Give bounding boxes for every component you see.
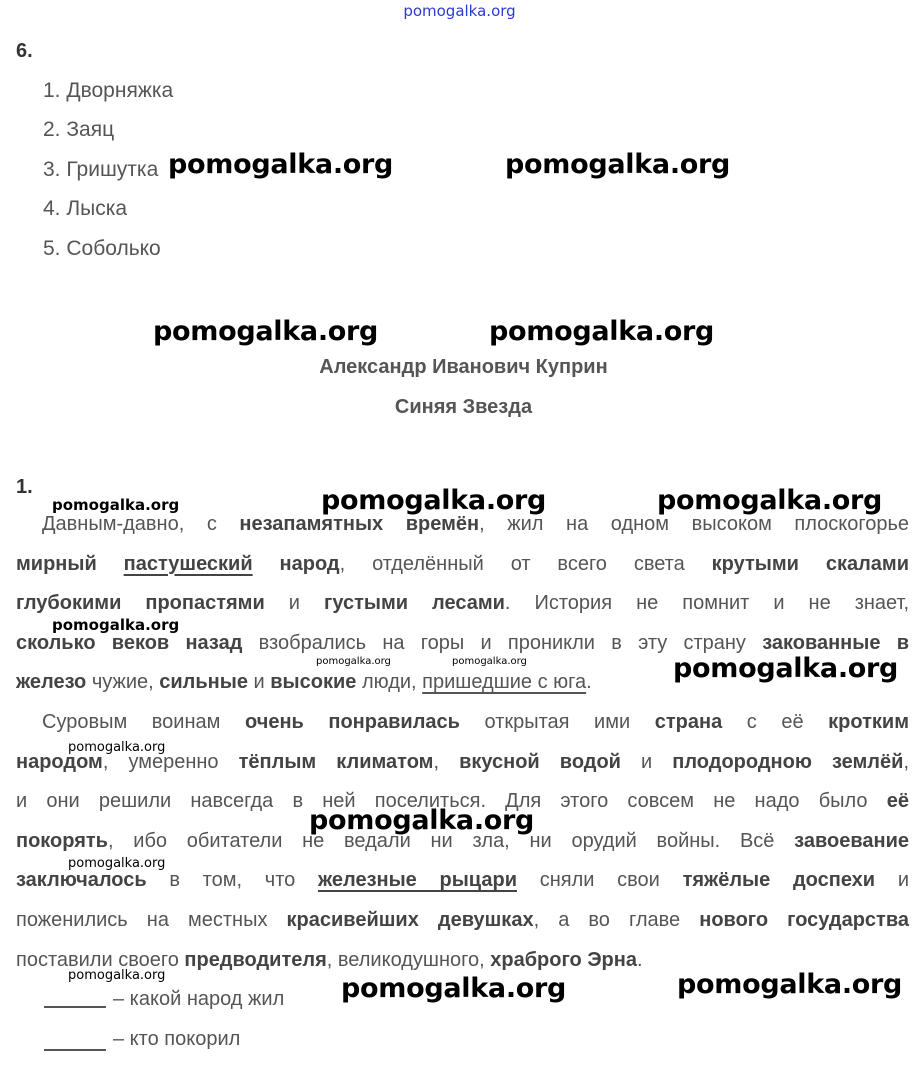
watermark: pomogalka.org	[52, 616, 180, 634]
story-text: Давным-давно, с незапамятных времён, жил на одном высоком плоскогорье мирный пастушеский народ, отделённый от всего света крутыми скалами глубокими пропастями и густыми лесами. История не помнит и не знает, сколько веков назад взобрались на горы и проникли в эту страну закованные в железо чужие, сильные и высокие люди, пришедшие с юга. Суровым воинам очень понравилась открытая ими страна с её кротким народом, умеренно тёплым климатом, вкусной водой и плодородною землёй, и они решили навсегда в ней поселиться. Для этого совсем не надо было её покорять, ибо обитатели не ведали ни зла, ни орудий войны. Всё завоевание заключалось в том, что железные рыцари сняли свои тяжёлые доспехи и поженились на местных красивейших девушках, а во главе нового государства поставили своего предводителя, великодушного, храброго Эрна.	[16, 513, 910, 971]
list-item: 3. Гришутка	[43, 158, 159, 181]
watermark: pomogalka.org	[68, 740, 166, 755]
answer-blank-1[interactable]	[44, 1006, 106, 1008]
watermark: pomogalka.org	[657, 485, 883, 516]
watermark: pomogalka.org	[341, 973, 567, 1004]
watermark: pomogalka.org	[168, 149, 394, 180]
watermark: pomogalka.org	[153, 316, 379, 347]
watermark: pomogalka.org	[316, 656, 391, 667]
task-6-number: 6.	[16, 40, 33, 62]
blank-prompt: – кто покорил	[113, 1028, 241, 1050]
watermark: pomogalka.org	[68, 856, 166, 871]
list-item: 4. Лыска	[43, 197, 128, 220]
list-item: 5. Соболько	[43, 237, 161, 260]
site-watermark-top: pomogalka.org	[403, 2, 516, 20]
watermark: pomogalka.org	[52, 496, 180, 514]
watermark: pomogalka.org	[452, 656, 527, 667]
watermark: pomogalka.org	[677, 969, 903, 1000]
watermark: pomogalka.org	[309, 805, 535, 836]
list-item: 2. Заяц	[43, 118, 115, 141]
watermark: pomogalka.org	[489, 316, 715, 347]
watermark: pomogalka.org	[321, 485, 547, 516]
task-1-number: 1.	[16, 476, 33, 498]
watermark: pomogalka.org	[68, 968, 166, 983]
blank-prompt: – какой народ жил	[113, 988, 285, 1010]
story-title: Синяя Звезда	[394, 396, 533, 418]
list-item: 1. Дворняжка	[43, 79, 174, 102]
answer-blank-2[interactable]	[44, 1049, 106, 1051]
watermark: pomogalka.org	[505, 149, 731, 180]
watermark: pomogalka.org	[673, 653, 899, 684]
author-name: Александр Иванович Куприн	[319, 356, 608, 378]
